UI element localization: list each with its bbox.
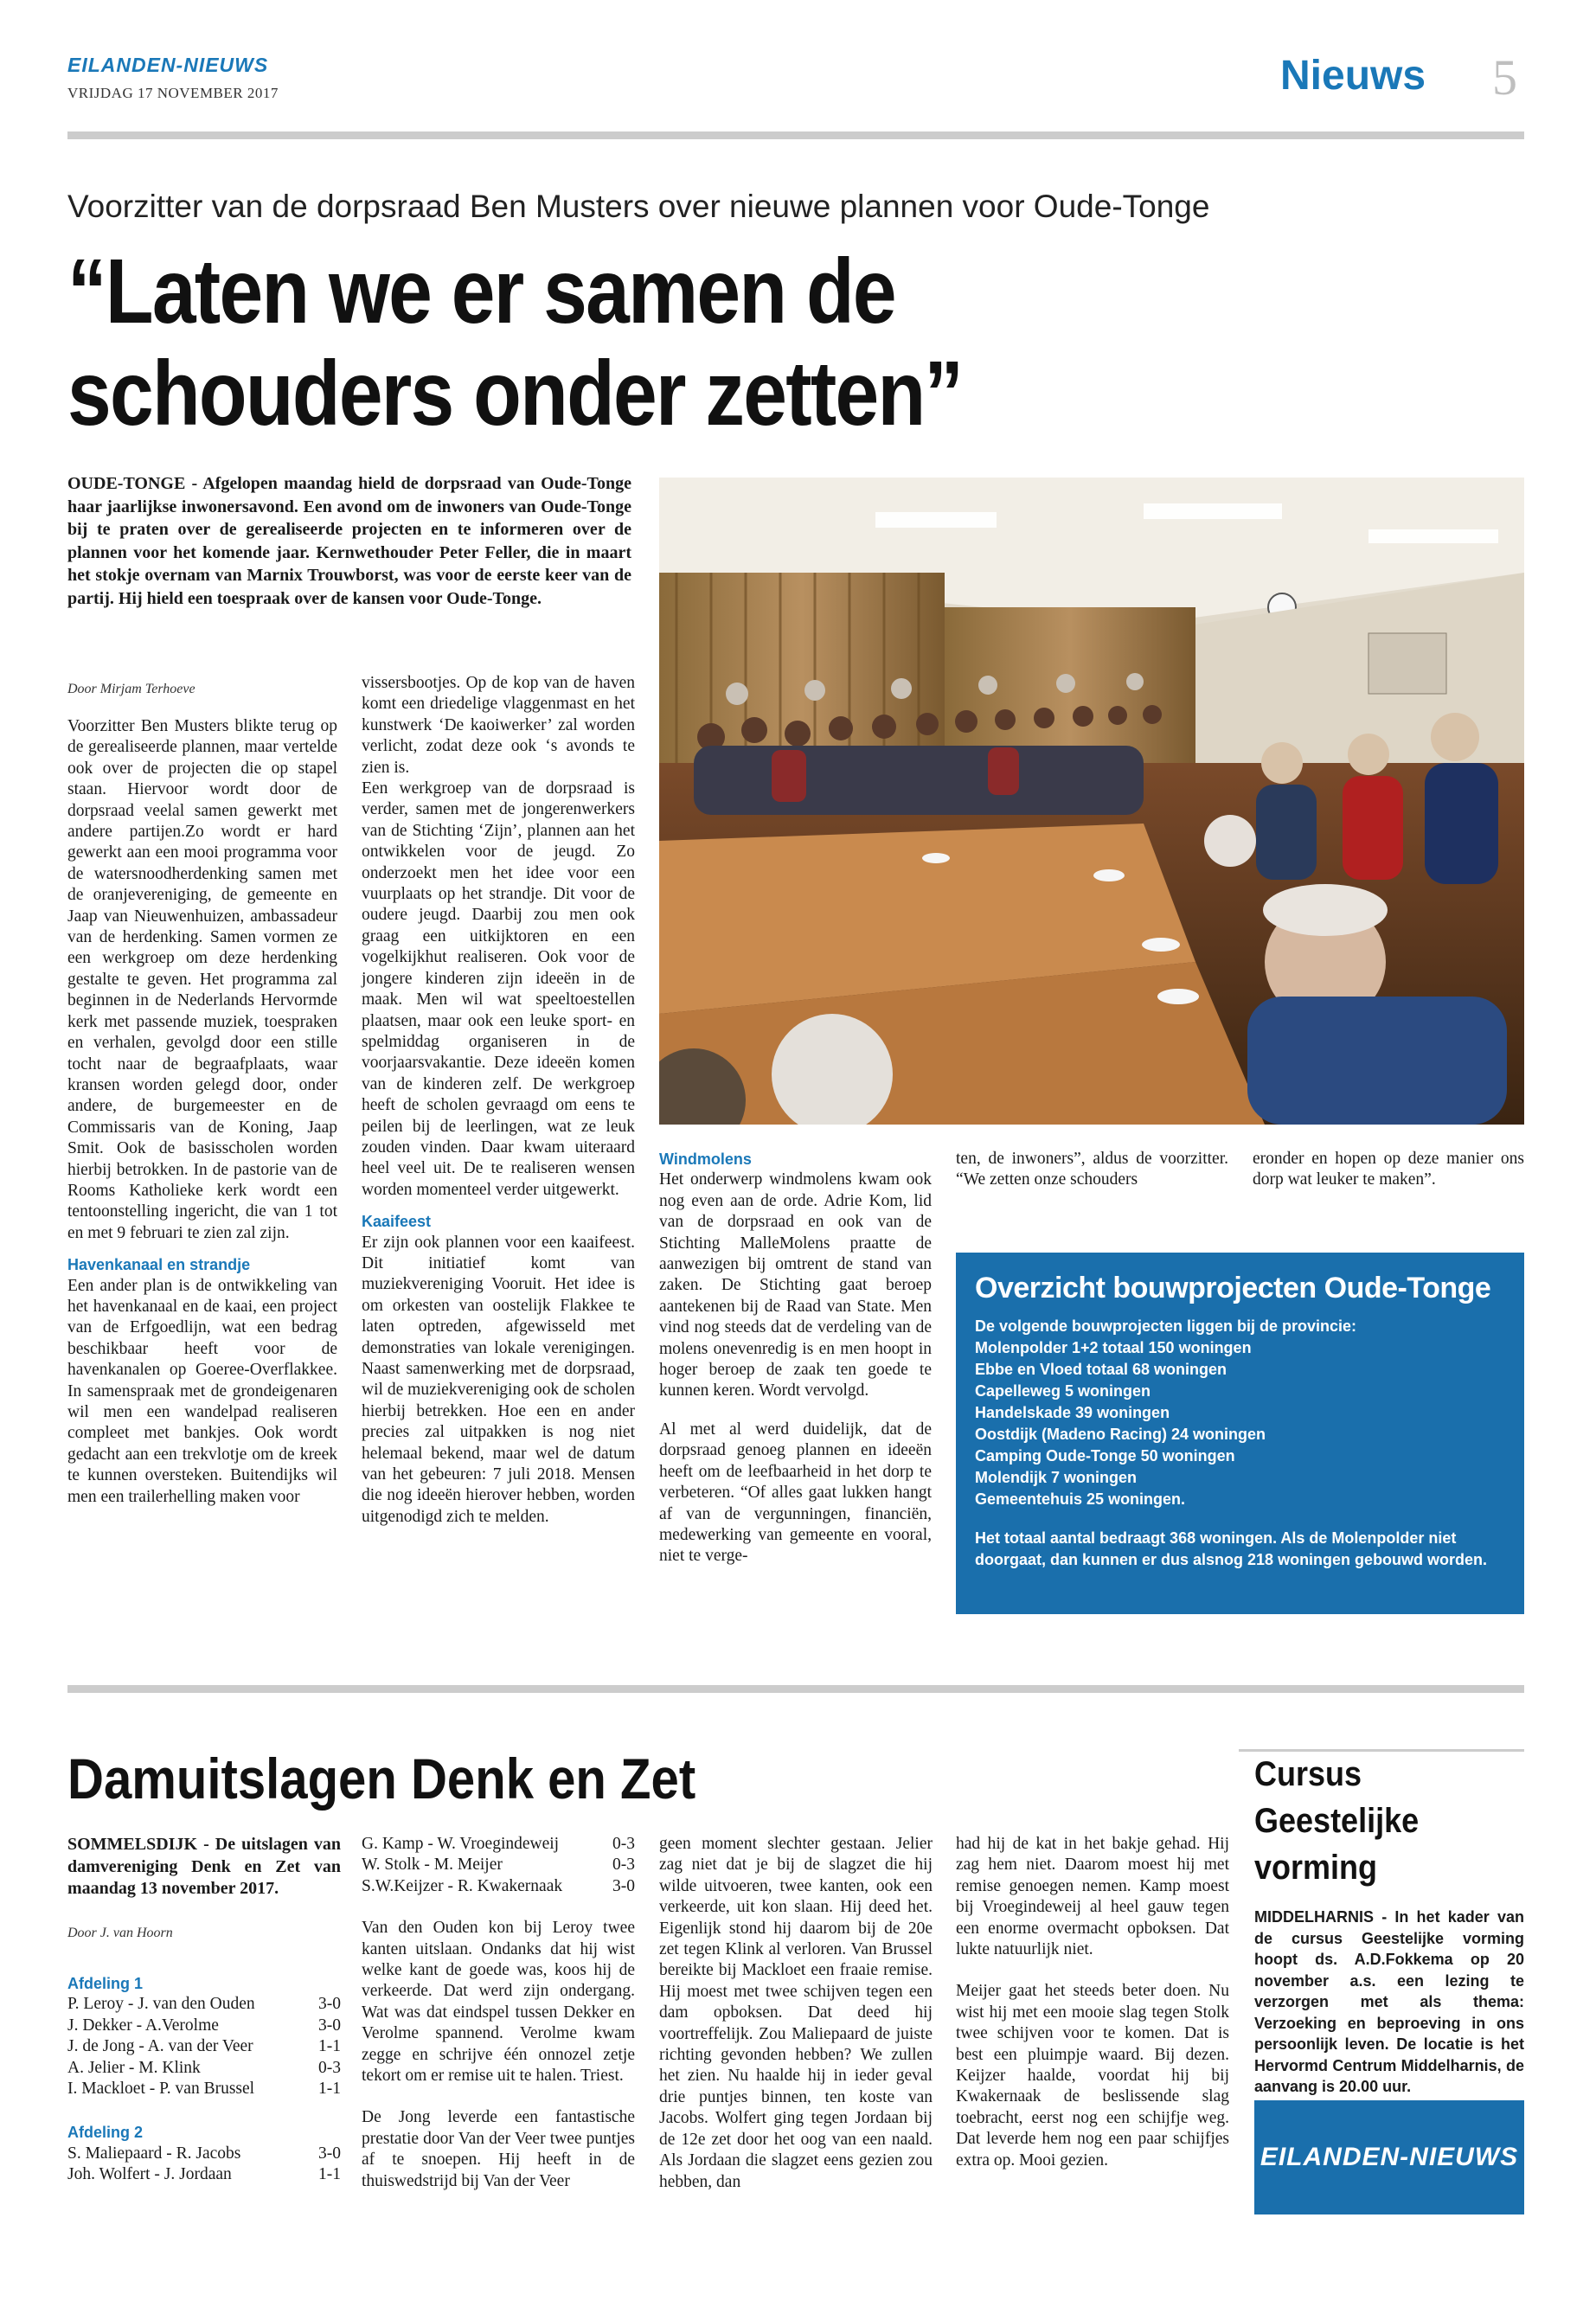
result-row <box>67 2164 341 2185</box>
publication-date: VRIJDAG 17 NOVEMBER 2017 <box>67 85 279 101</box>
result-row <box>67 2016 341 2036</box>
headline-line-2: schouders onder zetten” <box>67 343 963 445</box>
article-column-2 <box>362 673 635 1528</box>
result-row <box>67 2144 341 2164</box>
match: W. Stolk - M. Meijer <box>362 1856 503 1875</box>
list-item: Ebbe en Vloed totaal 68 woningen <box>975 1361 1227 1378</box>
paragraph: Er zijn ook plannen voor een kaaifeest. Dit initiatief komt van muziekvereniging Vooruit. Het idee is om orkesten van oostelijk Flakkee te laten optreden, afgewisseld met demonstraties van lokale verenigingen. Naast samenwerking met de dorpsraad, wil de muziekvereniging ook de scholen hierbij betrekken. Hoe een en ander precies zal uitpakken is nog niet helemaal bekend, maar wel de datum van het gebeuren: 7 juli 2018. Mensen die nog ideeën hierover hebben, worden uitgenodigd zich te melden. <box>362 1233 635 1526</box>
paragraph: Het onderwerp windmolens kwam ook nog even aan de orde. Adrie Kom, lid van de dorpsraad en ook van de Stichting MalleMolens praatte de aanwezigen bij omtrent de stand van zaken. De Stichting gaat beroep aantekenen bij de Raad van State. Men vind nog steeds dat de verdeling van de molens onevenredig is en men hoopt in hoger beroep de zaak ten goede te kunnen keren. Wordt vervolgd. <box>659 1170 932 1400</box>
score: 1-1 <box>318 2079 341 2098</box>
subheading-windmolens: Windmolens <box>659 1150 752 1168</box>
match: G. Kamp - W. Vroegindeweij <box>362 1835 560 1853</box>
masthead-logo: EILANDEN-NIEUWS <box>67 54 269 76</box>
result-row <box>67 2036 341 2057</box>
match: S. Maliepaard - R. Jacobs <box>67 2144 241 2163</box>
cursus-title-line-3: vorming <box>1254 1849 1378 1887</box>
subheading-kaaifeest: Kaaifeest <box>362 1213 432 1231</box>
results-column-4 <box>956 1834 1229 2171</box>
infobox-title: Overzicht bouwprojecten Oude-Tonge <box>975 1272 1491 1304</box>
list-item: Molendijk 7 woningen <box>975 1469 1138 1486</box>
meeting-photo-illustration <box>659 478 1524 1125</box>
paragraph: Al met al werd duidelijk, dat de dorpsraad genoeg plannen en ideeën heeft om de leefbaarheid in het dorp te verbeteren. “Of alles gaat lukken hangt af van de vergunningen, financiën, medewerking van gemeente en vooral, niet te verge- <box>659 1420 932 1566</box>
article-column-4 <box>956 1149 1228 1191</box>
score: 0-3 <box>612 1856 635 1875</box>
score: 0-3 <box>612 1835 635 1853</box>
list-item: Gemeentehuis 25 woningen. <box>975 1490 1186 1508</box>
results-column-2 <box>362 1834 635 2192</box>
subheading-havenkanaal: Havenkanaal en strandje <box>67 1256 251 1274</box>
headline-line-1: “Laten we er samen de <box>67 240 895 343</box>
infobox-total: Het totaal aantal bedraagt 368 woningen. Als de Molenpolder niet doorgaat, dan kunnen er dus alsnog 218 woningen gebouwd worden. <box>975 1529 1488 1568</box>
page-number: 5 <box>1492 49 1517 106</box>
score: 3-0 <box>318 2144 341 2163</box>
match: I. Mackloet - P. van Brussel <box>67 2079 255 2098</box>
article-column-3 <box>659 1149 932 1567</box>
top-divider <box>67 131 1524 139</box>
score: 1-1 <box>318 2037 341 2056</box>
match: S.W.Keijzer - R. Kwakernaak <box>362 1876 563 1895</box>
article-lead: OUDE-TONGE - Afgelopen maandag hield de dorpsraad van Oude-Tonge haar jaarlijkse inwonersavond. Een avond om de inwoners van Oude-Tonge bij te praten over de gerealiseerde projecten en te informeren over de plannen voor het komende jaar. Kernwethouder Peter Feller, die in maart het stokje overnam van Marnix Trouwborst, was voor de eerste keer van de partij. Hij hield een toespraak over de kansen voor Oude-Tonge. <box>67 474 631 608</box>
infobox-intro: De volgende bouwprojecten liggen bij de provincie: <box>975 1317 1357 1335</box>
score: 3-0 <box>318 2016 341 2035</box>
article2-lead: SOMMELSDIJK - De uitslagen van damvereniging Denk en Zet van maandag 13 november 2017. <box>67 1835 341 1898</box>
building-projects-box <box>956 1253 1524 1614</box>
results-column-1 <box>67 1834 341 2186</box>
article2-byline: Door J. van Hoorn <box>67 1925 173 1940</box>
damuitslagen-headline: Damuitslagen Denk en Zet <box>67 1747 696 1811</box>
mid-divider <box>67 1685 1524 1693</box>
match: J. de Jong - A. van der Veer <box>67 2037 253 2056</box>
paragraph: De Jong leverde een fantastische prestatie door Van der Veer twee puntjes af te snoepen. Hij heeft in de thuiswedstrijd bij Van der Veer <box>362 2108 635 2190</box>
paragraph: Meijer gaat het steeds beter doen. Nu wist hij met een mooie slag tegen Stolk twee schijven voor te komen. Dat is best een pluimpje waard. Bij dezen. Keijzer haalde, voordat hij bij Kwakernaak de beslissende slag toebracht, eerst nog een schijfje weg. Dat leverde hem nog een paar schijfjes extra op. Mooi gezien. <box>956 1982 1229 2170</box>
score: 0-3 <box>318 2058 341 2077</box>
list-item: Camping Oude-Tonge 50 woningen <box>975 1447 1235 1465</box>
result-row <box>67 1994 341 2015</box>
list-item: Handelskade 39 woningen <box>975 1404 1170 1421</box>
match: J. Dekker - A.Verolme <box>67 2016 219 2035</box>
afdeling-2-title: Afdeling 2 <box>67 2124 144 2142</box>
paragraph: eronder en hopen op deze manier ons dorp wat leuker te maken”. <box>1253 1150 1524 1189</box>
list-item: Molenpolder 1+2 totaal 150 woningen <box>975 1339 1252 1356</box>
article-byline: Door Mirjam Terhoeve <box>67 682 195 696</box>
result-row <box>67 2079 341 2099</box>
score: 3-0 <box>612 1876 635 1895</box>
paragraph: vissersbootjes. Op de kop van de haven komt een driedelige vlaggenmast en het kunstwerk ‘De kaoiwerker’ zal worden verlicht, zodat deze ook ‘s avonds te zien is. <box>362 674 635 777</box>
score: 1-1 <box>318 2165 341 2184</box>
list-item: Oostdijk (Madeno Racing) 24 woningen <box>975 1426 1266 1443</box>
article-column-5 <box>1253 1149 1524 1191</box>
result-row <box>362 1834 635 1855</box>
meeting-photo <box>659 478 1524 1125</box>
match: P. Leroy - J. van den Ouden <box>67 1995 255 2014</box>
result-row <box>362 1876 635 1897</box>
article-kicker: Voorzitter van de dorpsraad Ben Musters over nieuwe plannen voor Oude-Tonge <box>67 189 1210 224</box>
cursus-title-line-2: Geestelijke <box>1254 1802 1420 1840</box>
result-row <box>362 1855 635 1875</box>
paragraph: Een werkgroep van de dorpsraad is verder, samen met de jongerenwerkers van de Stichting ‘Zijn’, plannen aan het ontwikkelen voor de jeugd. Zo onderzoekt men het idee voor een vuurplaats op het strandje. Dit voor de oudere jeugd. Daarbij zou men ook graag een uitkijktoren en een vogelkijkhut realiseren. Ook voor de jongere kinderen zijn ideeën in de maak. Men wil wat speeltoestellen plaatsen, maar ook een leuke sport- en spelmiddag organiseren in de voorjaarsvakantie. Deze ideeën komen van de kinderen zelf. De werkgroep heeft de scholen gevraagd om eens te peilen bij de leerlingen, wat ze leuk zouden vinden. Daar kwam uiteraard heel veel uit. De te realiseren wensen worden momenteel verder uitgewerkt. <box>362 779 635 1199</box>
paragraph: geen moment slechter gestaan. Jelier zag niet dat je bij de slagzet die hij wilde uitvoeren, twee kanten, ook een verkeerde, uit kon slaan. Hij deed het. Eigenlijk stond hij daarom bij de 20e zet tegen Klink al verloren. Van Brussel bereikte bij Mackloet een fraaie remise. Hij moest met twee schijven tegen een dam opboksen. Dat deed hij voortreffelijk. Zou Maliepaard de juiste richting gevonden hebben? We zullen het zien. Nu haalde hij in ieder geval drie puntjes binnen, ten koste van Jacobs. Wolfert ging tegen Jordaan bij de 12e zet door het oog van een naald. Als Jordaan die slagzet eens gezien zou hebben, dan <box>659 1835 933 2191</box>
paragraph: ten, de inwoners”, aldus de voorzitter. “We zetten onze schouders <box>956 1150 1228 1189</box>
list-item: Capelleweg 5 woningen <box>975 1382 1151 1400</box>
score: 3-0 <box>318 1995 341 2014</box>
match: Joh. Wolfert - J. Jordaan <box>67 2165 232 2184</box>
article-headline <box>67 240 1035 445</box>
section-title: Nieuws <box>1280 53 1426 99</box>
infobox-list <box>975 1337 1505 1510</box>
cursus-text: MIDDELHARNIS - In het kader van de cursus Geestelijke vorming hoopt ds. A.D.Fokkema op 20 november a.s. een lezing te verzorgen met als thema: Verzoeking en beproeving in ons persoonlijk leven. De locatie is het Hervormd Centrum Middelharnis, de aanvang is 20.00 uur. <box>1254 1908 1524 2095</box>
cursus-title-line-1: Cursus <box>1254 1755 1362 1793</box>
paragraph: Een ander plan is de ontwikkeling van het havenkanaal en de kaai, een project van de Erfgoedlijn, wat een bedrag beschikbaar heeft voor de havenkanalen op Goeree-Overflakkee. In samenspraak met de grondeigenaren wil men een wandelpad realiseren compleet met bankjes. Ook wordt gedacht aan een trekvlotje om de kreek te kunnen oversteken. Buitendijks wil men een trailerhelling maken voor <box>67 1276 337 1506</box>
paragraph: Voorzitter Ben Musters blikte terug op de gerealiseerde plannen, maar vertelde ook over de projecten die op stapel staan. Hiervoor wordt door de dorpsraad veelal samen gewerkt met andere partijen.Zo wordt er hard gewerkt aan een mooi programma voor de watersnoodherdenking samen met de oranjevereniging, de gemeente en Jaap van Nieuwenhuizen, ambassadeur van de herdenking. Samen vormen ze een werkgroep om deze herdenking gestalte te geven. Het programma zal beginnen in de Nederlands Hervormde kerk met passende muziek, toespraken en verhalen, gevolgd door een stille tocht naar de begraafplaats, waar kransen worden gelegd door, onder andere, de burgemeester en de Commissaris van de Koning, Jaap Smit. Ook de basisscholen worden hierbij betrokken. In de pastorie van de Rooms Katholieke kerk wordt een tentoonstelling ingericht, die van 1 tot en met 9 februari te zien zal zijn. <box>67 717 337 1242</box>
afdeling-1-title: Afdeling 1 <box>67 1974 144 1992</box>
match: A. Jelier - M. Klink <box>67 2058 201 2077</box>
footer-logo: EILANDEN-NIEUWS <box>1254 2100 1524 2214</box>
paragraph: Van den Ouden kon bij Leroy twee kanten uitslaan. Ondanks dat hij wist welke kant de goede was, koos hij de verkeerde. Dat werd zijn ondergang. Wat was dat eindspel tussen Dekker en Verolme spannend. Verolme kwam zegge en schrijve één onnozel zetje tekort om er remise uit te halen. Triest. <box>362 1919 635 2086</box>
results-column-3 <box>659 1834 933 2193</box>
article-column-1 <box>67 716 337 1508</box>
paragraph: had hij de kat in het bakje gehad. Hij zag hem niet. Daarom moest hij met remise genoegen nemen. Kamp moest bij Vroegindeweij al heel gauw tegen een enorme overmacht opboksen. Dat lukte natuurlijk niet. <box>956 1835 1229 1959</box>
cursus-title <box>1254 1751 1419 1891</box>
result-row <box>67 2058 341 2079</box>
